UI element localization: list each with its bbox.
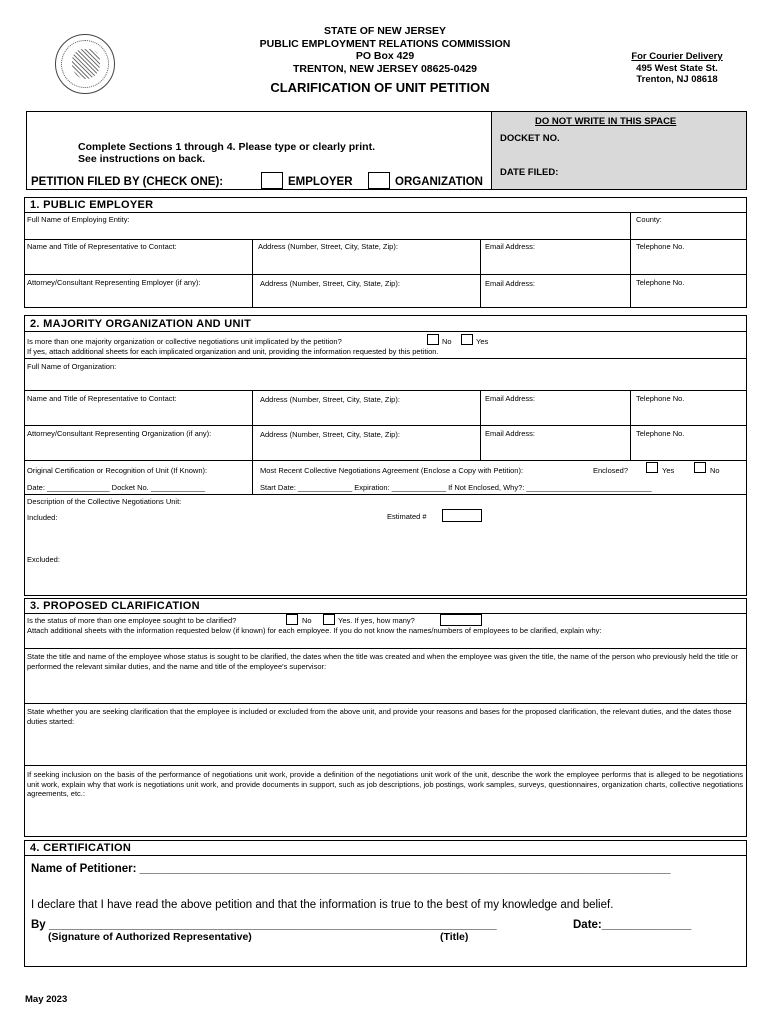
employee-title-instructions: State the title and name of the employee whose status is sought to be clarified, the dates when the title was created and when the employee was given the title, the name of the person who previously held the title or performed the relevant similar duties, and the name and title of the employee's supervisor: (27, 652, 738, 671)
section-1-header: 1. PUBLIC EMPLOYER (30, 199, 154, 211)
employer-telephone-label: Telephone No. (636, 242, 685, 251)
employer-label: EMPLOYER (288, 176, 353, 188)
multiple-units-question: Is more than one majority organization or collective negotiations unit implicated by the petition? (27, 337, 342, 346)
how-many-employees-field[interactable] (440, 614, 482, 626)
header-line-2: PUBLIC EMPLOYMENT RELATIONS COMMISSION (259, 37, 511, 50)
employer-rep-label: Name and Title of Representative to Contact: (27, 242, 177, 251)
instructions-line-2: See instructions on back. (78, 153, 206, 165)
form-title: CLARIFICATION OF UNIT PETITION (270, 80, 490, 95)
organization-label: ORGANIZATION (395, 176, 483, 188)
header-line-3: PO Box 429 (355, 50, 415, 62)
employer-attorney-email-label: Email Address: (485, 279, 536, 288)
organization-rep-label: Name and Title of Representative to Contact: (27, 394, 177, 403)
signature-line[interactable]: By ______________________________________________________________________ (31, 919, 497, 931)
recent-agreement-label: Most Recent Collective Negotiations Agreement (Enclose a Copy with Petition): (260, 466, 524, 475)
multiple-employees-no-checkbox[interactable] (286, 614, 298, 625)
docket-no-label: DOCKET NO. (500, 133, 560, 144)
multiple-employees-yes-label: Yes. If yes, how many? (338, 616, 415, 625)
header-line-4: TRENTON, NEW JERSEY 08625-0429 (292, 62, 478, 75)
declaration-statement: I declare that I have read the above petition and that the information is true to the best of my knowledge and belief. (31, 899, 614, 911)
filed-by-label: PETITION FILED BY (CHECK ONE): (31, 176, 224, 188)
section-3-header: 3. PROPOSED CLARIFICATION (30, 600, 200, 612)
courier-title: For Courier Delivery (631, 51, 723, 62)
multiple-units-yes-checkbox[interactable] (461, 334, 473, 345)
organization-email-label: Email Address: (485, 394, 536, 403)
multiple-units-yes-label: Yes (476, 337, 489, 346)
form-revision-date: May 2023 (25, 994, 68, 1005)
instructions-line-1: Complete Sections 1 through 4. Please type or clearly print. (78, 141, 375, 153)
county-label: County: (636, 215, 662, 224)
multiple-employees-yes-checkbox[interactable] (323, 614, 335, 625)
employing-entity-label: Full Name of Employing Entity: (27, 215, 130, 224)
employer-attorney-label: Attorney/Consultant Representing Employer (if any): (27, 278, 201, 287)
employer-email-label: Email Address: (485, 242, 536, 251)
employer-address-label: Address (Number, Street, City, State, Zip): (258, 242, 398, 251)
section-4-header: 4. CERTIFICATION (30, 842, 132, 854)
date-filed-label: DATE FILED: (500, 167, 559, 178)
agreement-dates-line[interactable]: Start Date: _____________ Expiration: _____________ If Not Enclosed, Why?: ______________________________ (260, 483, 652, 492)
multiple-units-instructions: If yes, attach additional sheets for each implicated organization and unit, providing the information requested by this petition. (27, 347, 439, 356)
estimated-number-label: Estimated # (387, 512, 427, 521)
petitioner-name-line[interactable]: Name of Petitioner: ___________________________________________________________________________________ (31, 863, 671, 875)
organization-telephone-label: Telephone No. (636, 394, 685, 403)
section-1-box (24, 197, 747, 308)
organization-attorney-email-label: Email Address: (485, 429, 536, 438)
unit-excluded-label: Excluded: (27, 555, 60, 564)
signature-caption: (Signature of Authorized Representative) (48, 931, 252, 943)
agreement-enclosed-label: Enclosed? (593, 466, 629, 475)
unit-description-label: Description of the Collective Negotiations Unit: (27, 497, 182, 506)
organization-name-label: Full Name of Organization: (27, 362, 117, 371)
enclosed-yes-checkbox[interactable] (646, 462, 658, 473)
multiple-units-no-checkbox[interactable] (427, 334, 439, 345)
signature-date-line[interactable]: Date:______________ (573, 919, 692, 931)
courier-address (612, 51, 742, 86)
header-line-1: STATE OF NEW JERSEY (323, 25, 447, 37)
title-caption: (Title) (440, 931, 469, 943)
section-2-header: 2. MAJORITY ORGANIZATION AND UNIT (30, 318, 252, 330)
multiple-employees-question: Is the status of more than one employee sought to be clarified? (27, 616, 237, 625)
unit-work-instructions: If seeking inclusion on the basis of the performance of negotiations unit work, provide a definition of the negotiations unit work of the unit, describe the work the employee performs that is alleged to be negotiations unit work, explain why that work is negotiations unit work, and provide documents in support, such as job descriptions, job postings, work samples, surveys, questionnaires, organization charts, collective negotiations agreements, etc.: (27, 770, 743, 798)
inclusion-exclusion-instructions: State whether you are seeking clarification that the employee is included or excluded from the above unit, and provide your reasons and bases for the proposed clarification, the relevant duties, and the dates those duties started: (27, 707, 732, 726)
office-use-title: DO NOT WRITE IN THIS SPACE (535, 116, 677, 127)
employer-checkbox[interactable] (261, 172, 283, 189)
courier-city: Trenton, NJ 08618 (636, 74, 718, 85)
estimated-number-field[interactable] (442, 509, 482, 522)
courier-street: 495 West State St. (636, 62, 718, 74)
organization-address-label: Address (Number, Street, City, State, Zip): (260, 395, 400, 404)
organization-checkbox[interactable] (368, 172, 390, 189)
enclosed-no-checkbox[interactable] (694, 462, 706, 473)
enclosed-yes-label: Yes (662, 466, 675, 475)
certification-date-docket-line[interactable]: Date: _______________ Docket No. _____________ (27, 483, 206, 492)
employer-attorney-address-label: Address (Number, Street, City, State, Zip): (260, 279, 400, 288)
organization-attorney-label: Attorney/Consultant Representing Organization (if any): (27, 429, 212, 438)
organization-attorney-telephone-label: Telephone No. (636, 429, 685, 438)
unit-included-label: Included: (27, 513, 58, 522)
multiple-employees-no-label: No (302, 616, 312, 625)
multiple-units-no-label: No (442, 337, 452, 346)
employer-attorney-telephone-label: Telephone No. (636, 278, 685, 287)
attach-sheets-instructions: Attach additional sheets with the information requested below (if known) for each employee. If you do not know the names/numbers of employees to be clarified, explain why: (27, 626, 602, 635)
original-certification-label: Original Certification or Recognition of Unit (If Known): (27, 466, 208, 475)
organization-attorney-address-label: Address (Number, Street, City, State, Zip): (260, 430, 400, 439)
enclosed-no-label: No (710, 466, 720, 475)
